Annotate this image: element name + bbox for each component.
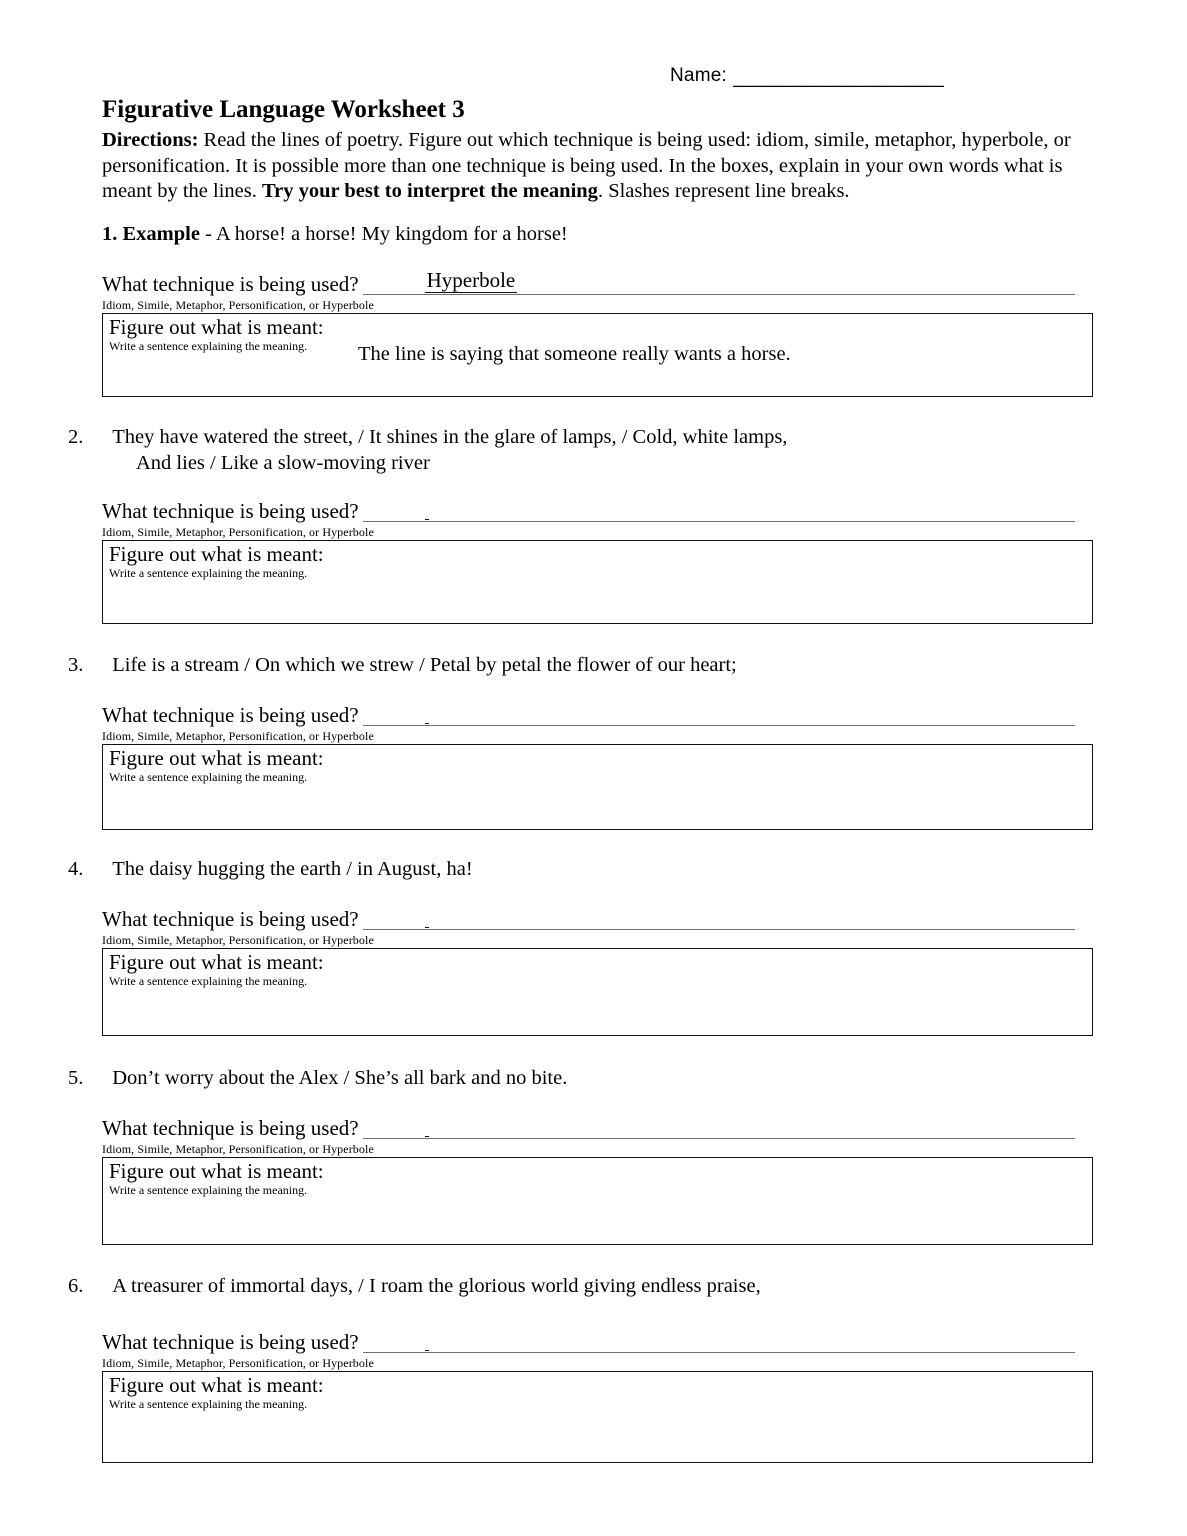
technique-answer-line-3[interactable]	[363, 708, 1075, 728]
meaning-box-sub-6: Write a sentence explaining the meaning.	[109, 1396, 308, 1411]
technique-row-1	[102, 267, 1075, 297]
meaning-box-1[interactable]	[102, 313, 1093, 397]
meaning-box-sub-3: Write a sentence explaining the meaning.	[109, 769, 308, 784]
meaning-box-2[interactable]	[102, 540, 1093, 624]
technique-hint-4: Idiom, Simile, Metaphor, Personification, or Hyperbole	[102, 932, 374, 947]
item-text-1: A horse! a horse! My kingdom for a horse!	[215, 223, 568, 245]
technique-answer-value-6[interactable]	[425, 1349, 429, 1351]
name-label: Name:	[670, 65, 727, 86]
item-text-2: They have watered the street, / It shines in the glare of lamps, / Cold, white lamps,	[112, 426, 788, 448]
meaning-box-4[interactable]	[102, 948, 1093, 1036]
technique-question-label-6: What technique is being used?	[102, 1329, 359, 1354]
directions-text-1: Read the lines of poetry. Figure out which technique is being used: idiom, simile, metaphor, hyperbole, or personification. It is possible more than one technique is being used. In the boxes, explain in your own words what is meant by the lines.	[102, 129, 1071, 202]
technique-hint-3: Idiom, Simile, Metaphor, Personification, or Hyperbole	[102, 728, 374, 743]
meaning-box-title-2: Figure out what is meant:	[109, 542, 324, 566]
technique-row-4	[102, 907, 1075, 932]
technique-question-label-3: What technique is being used?	[102, 702, 359, 727]
item-text-6: A treasurer of immortal days, / I roam the glorious world giving endless praise,	[112, 1275, 761, 1297]
meaning-box-5[interactable]	[102, 1157, 1093, 1245]
technique-question-label-1: What technique is being used?	[102, 271, 359, 296]
meaning-box-title-3: Figure out what is meant:	[109, 745, 324, 770]
technique-row-2	[102, 499, 1075, 524]
technique-answer-line-5[interactable]	[363, 1121, 1075, 1141]
technique-hint-1: Idiom, Simile, Metaphor, Personification, or Hyperbole	[102, 297, 374, 312]
item-dash-1: -	[199, 223, 216, 245]
technique-question-label-4: What technique is being used?	[102, 906, 359, 931]
item-text-4: The daisy hugging the earth / in August, ha!	[112, 858, 473, 880]
technique-answer-value-2[interactable]	[425, 518, 429, 520]
technique-row-6	[102, 1330, 1075, 1355]
item-text-3: Life is a stream / On which we strew / Petal by petal the flower of our heart;	[112, 654, 737, 676]
technique-answer-value-1[interactable]: Hyperbole	[426, 267, 516, 292]
item-text-2-line2: And lies / Like a slow-moving river	[136, 451, 430, 474]
technique-answer-value-5[interactable]	[425, 1135, 429, 1137]
technique-answer-value-3[interactable]	[425, 722, 429, 724]
name-blank-line[interactable]: _____________________	[732, 68, 945, 87]
meaning-answer-value-1[interactable]: The line is saying that someone really wants a horse.	[358, 342, 791, 365]
technique-hint-6: Idiom, Simile, Metaphor, Personification, or Hyperbole	[102, 1355, 374, 1370]
meaning-box-title-6: Figure out what is meant:	[109, 1372, 324, 1397]
name-field[interactable]	[670, 66, 1090, 87]
technique-hint-2: Idiom, Simile, Metaphor, Personification, or Hyperbole	[102, 525, 374, 539]
meaning-box-title-4: Figure out what is meant:	[109, 949, 324, 974]
directions-label: Directions:	[102, 129, 199, 151]
meaning-box-3[interactable]	[102, 744, 1093, 830]
item-prompt-4: 4. The daisy hugging the earth / in August, ha!	[68, 858, 473, 880]
technique-answer-line-6[interactable]	[363, 1335, 1075, 1355]
technique-answer-line-4[interactable]	[363, 912, 1075, 932]
technique-hint-5: Idiom, Simile, Metaphor, Personification, or Hyperbole	[102, 1141, 374, 1156]
meaning-box-6[interactable]	[102, 1371, 1093, 1463]
directions-emphasis: Try your best to interpret the meaning	[261, 180, 598, 202]
page-title: Figurative Language Worksheet 3	[102, 96, 465, 123]
item-text-5: Don’t worry about the Alex / She’s all bark and no bite.	[112, 1067, 568, 1089]
meaning-box-title-1: Figure out what is meant:	[109, 314, 324, 339]
item-prompt-1	[102, 222, 1077, 248]
worksheet-item-5	[68, 1066, 1093, 1245]
meaning-box-sub-1: Write a sentence explaining the meaning.	[109, 338, 308, 353]
worksheet-item-2	[68, 425, 1093, 624]
meaning-box-sub-4: Write a sentence explaining the meaning.	[109, 973, 308, 988]
item-prompt-5: 5. Don’t worry about the Alex / She’s all bark and no bite.	[68, 1067, 568, 1089]
technique-answer-line-2[interactable]	[363, 504, 1075, 524]
worksheet-item-3	[68, 653, 1093, 830]
technique-question-label-2: What technique is being used?	[102, 499, 359, 523]
directions-text-2: . Slashes represent line breaks.	[597, 180, 850, 202]
meaning-box-title-5: Figure out what is meant:	[109, 1158, 324, 1183]
worksheet-item-1	[102, 222, 1093, 397]
meaning-box-sub-5: Write a sentence explaining the meaning.	[109, 1182, 308, 1197]
technique-answer-value-4[interactable]	[425, 926, 429, 928]
item-label-1: Example	[122, 223, 200, 245]
worksheet-item-6	[68, 1274, 1093, 1463]
worksheet-item-4	[68, 857, 1093, 1036]
technique-question-label-5: What technique is being used?	[102, 1115, 359, 1140]
technique-row-5	[102, 1116, 1075, 1141]
item-prompt-3: 3. Life is a stream / On which we strew / Petal by petal the flower of our heart;	[68, 654, 737, 676]
technique-answer-line-1[interactable]	[363, 267, 1075, 297]
item-prompt-6: 6. A treasurer of immortal days, / I roam the glorious world giving endless praise,	[68, 1275, 761, 1297]
directions-paragraph	[102, 128, 1077, 205]
technique-row-3	[102, 703, 1075, 728]
item-number-1: 1.	[102, 223, 118, 245]
meaning-box-sub-2: Write a sentence explaining the meaning.	[109, 566, 308, 580]
item-prompt-2: 2. They have watered the street, / It shines in the glare of lamps, / Cold, white lamps, And lies / Like a slow-moving river	[102, 425, 1111, 476]
